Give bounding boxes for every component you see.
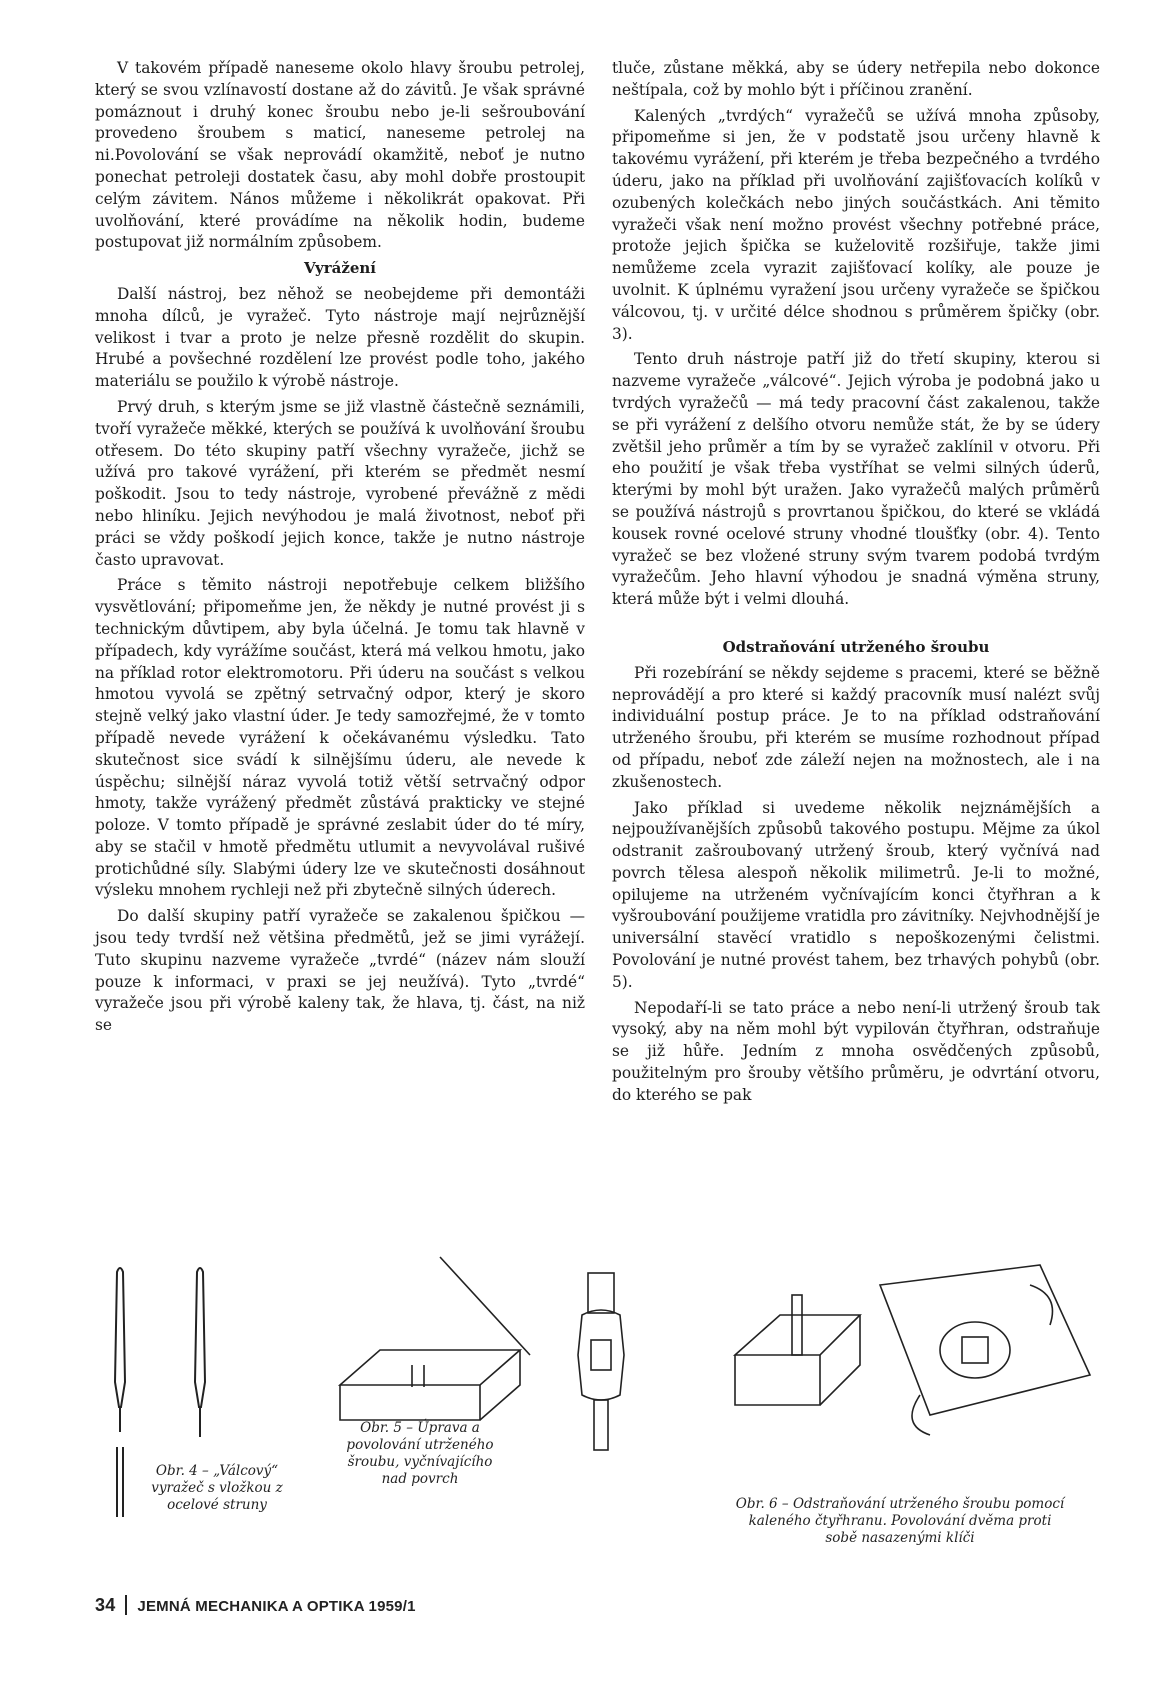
paragraph: V takovém případě naneseme okolo hlavy šroubu petrolej, který se svou vzlínavostí dostane až do závitů. Je však správné pomáznout i druhý konec šroubu nebo je-li sešroubování provedeno šroubem s maticí, naneseme petrolej na ni.Povolování se však neprovádí okamžitě, neboť je nutno ponechat petroleji dostatek času, aby mohl dobře prostoupit celým závitem. Nános můžeme i několikrát opakovat. Při uvolňování, které provádíme na několik hodin, budeme postupovat již normálním způsobem. — [95, 59, 585, 252]
right-column — [612, 58, 1100, 1111]
paragraph: Jako příklad si uvedeme několik nejznámějších a nejpoužívanějších způsobů takového postupu. Mějme za úkol odstranit zašroubovaný utržený šroub, který vyčnívá nad povrch tělesa alespoň několik milimetrů. Je-li to možné, opilujeme na utrženém vyčnívajícím konci čtyřhran a k vyšroubování použijeme vratidla pro závitníky. Nejvhodnější je universální stavěcí vratidlo s nepoškozenými čelistmi. Povolování je nutné provést tahem, bez trhavých pohybů (obr. 5). — [612, 798, 1100, 991]
paragraph: Do další skupiny patří vyražeče se zakalenou špičkou — jsou tedy tvrdší než většina předmětů, jež se jimi vyrážejí. Tuto skupinu nazveme vyražeče „tvrdé“ (název nám slouží pouze k informaci, v praxi se jej neužívá). Tyto „tvrdé“ vyražeče jsou při výrobě kaleny tak, že hlava, tj. část, na niž se — [95, 907, 585, 1035]
paragraph: Práce s těmito nástroji nepotřebuje celkem bližšího vysvětlování; připomeňme jen, že někdy je nutné provést ji s technickým důvtipem, aby byla účelná. Je tomu tak hlavně v případech, kdy vyrážíme součást, která má velkou hmotu, jako na příklad rotor elektromotoru. Při úderu na součást s velkou hmotou vyvolá se zpětný setrvačný odpor, který je skoro stejně velký jako vlastní úder. Je tedy samozřejmé, že v tomto případě nevede vyrážení k očekávanému výsledku. Tato skutečnost sice svádí k silnějšímu úderu, ale nevede k úspěchu; silnější náraz vyvolá totiž větší setrvačný odpor hmoty, takže vyrážený předmět zůstává prakticky ve stejné poloze. V tomto případě je správné zeslabit úder do té míry, aby se stačil v hmotě předmětu utlumit a nevyvolával rušivé protichůdné síly. Slabými údery lze ve skutečnosti dosáhnout výsleku mnohem rychleji než při zbytečně silných úderech. — [95, 576, 585, 900]
paragraph: Nepodaří-li se tato práce a nebo není-li utržený šroub tak vysoký, aby na něm mohl být vypilován čtyřhran, odstraňuje se již hůře. Jedním z mnoha osvědčených způsobů, použitelným pro šrouby většího průměru, je odvrtání otvoru, do kterého se pak — [612, 998, 1100, 1104]
fig6-caption: Obr. 6 – Odstraňování utrženého šroubu pomocí kaleného čtyřhranu. Povolování dvěma proti sobě nasazenými klíči — [735, 1496, 1065, 1546]
fig6-drawing — [730, 1255, 1105, 1445]
section-heading: Vyrážení — [303, 259, 377, 278]
page-footer — [95, 1595, 416, 1616]
paragraph: tluče, zůstane měkká, aby se údery netřepila nebo dokonce neštípala, což by mohlo být i příčinou zranění. — [612, 59, 1100, 99]
fig5-caption: Obr. 5 – Úprava a povolování utrženého šroubu, vyčnívajícího nad povrch — [346, 1420, 494, 1487]
paragraph: Prvý druh, s kterým jsme se již vlastně částečně seznámili, tvoří vyražeče měkké, kterých se používá k uvolňování šroubu otřesem. Do této skupiny patří všechny vyražeče, jichž se užívá pro takové vyrážení, při kterém se předmět nesmí poškodit. Jsou to tedy nástroje, vyrobené převážně z mědi nebo hliníku. Jejich nevýhodou je malá životnost, neboť při práci se vždy poškodí jejich konce, takže je nutno nástroje často upravovat. — [95, 397, 585, 569]
left-column — [95, 58, 585, 1041]
fig4-caption: Obr. 4 – „Válcový“ vyražeč s vložkou z ocelové struny — [151, 1463, 283, 1513]
page-number: 34 — [95, 1595, 116, 1615]
paragraph: Kalených „tvrdých“ vyražečů se užívá mnoha způsoby, připomeňme si jen, že v podstatě jsou určeny hlavně k takovému vyrážení, při kterém je třeba bezpečného a tvrdého úderu, jako na příklad při uvolňování zajišťovacích kolíků v ozubených kolečkách nebo jiných součástkách. Ani těmito vyražeči však není možno provést všechny potřebné práce, protože jejich špička se kuželovitě rozšiřuje, takže jimi nemůžeme zcela vyrazit zajišťovací kolíky, ale pouze je uvolnit. K úplnému vyražení jsou určeny vyražeče se špičkou válcovou, tj. v určité délce shodnou s průměrem špičky (obr. 3). — [612, 106, 1100, 343]
footer-divider — [125, 1595, 127, 1615]
journal-title: JEMNÁ MECHANIKA A OPTIKA 1959/1 — [137, 1598, 416, 1615]
paragraph: Tento druh nástroje patří již do třetí skupiny, kterou si nazveme vyražeče „válcové“. Jejich výroba je podobná jako u tvrdých vyražečů — má tedy pracovní část zakalenou, takže se při vyrážení z delšího otvoru nemůže stát, že by se údery zvětšil jeho průměr a tím by se vyražeč zaklínil v otvoru. Při eho použití je však třeba vystříhat se velmi silných úderů, kterými by mohl být uražen. Jako vyražečů malých průměrů se používá nástrojů s provrtanou špičkou, do které se vkládá kousek rovné ocelové struny vhodné tloušťky (obr. 4). Tento vyražeč se bez vložené struny svým tvarem podobá tvrdým vyražečům. Jeho hlavní výhodou je snadná výměna struny, která může být i velmi dlouhá. — [612, 350, 1100, 609]
paragraph: Další nástroj, bez něhož se neobejdeme při demontáži mnoha dílců, je vyražeč. Tyto nástroje mají nejrůznější velikost i tvar a proto je nelze přesně rozdělit do skupin. Hrubé a povšechné rozdělení lze provést podle toho, jakého materiálu se použilo k výrobě nástroje. — [95, 284, 585, 391]
paragraph: Při rozebírání se někdy sejdeme s pracemi, které se běžně neprovádějí a pro které si každý pracovník musí nalézt svůj individuální postup práce. Je to na příklad odstraňování utrženého šroubu, při kterém se musíme rozhodnout případ od případu, neboť zde záleží nejen na možnostech, ale i na zkušenostech. — [612, 663, 1100, 791]
section-heading: Odstraňování utrženého šroubu — [722, 637, 990, 656]
